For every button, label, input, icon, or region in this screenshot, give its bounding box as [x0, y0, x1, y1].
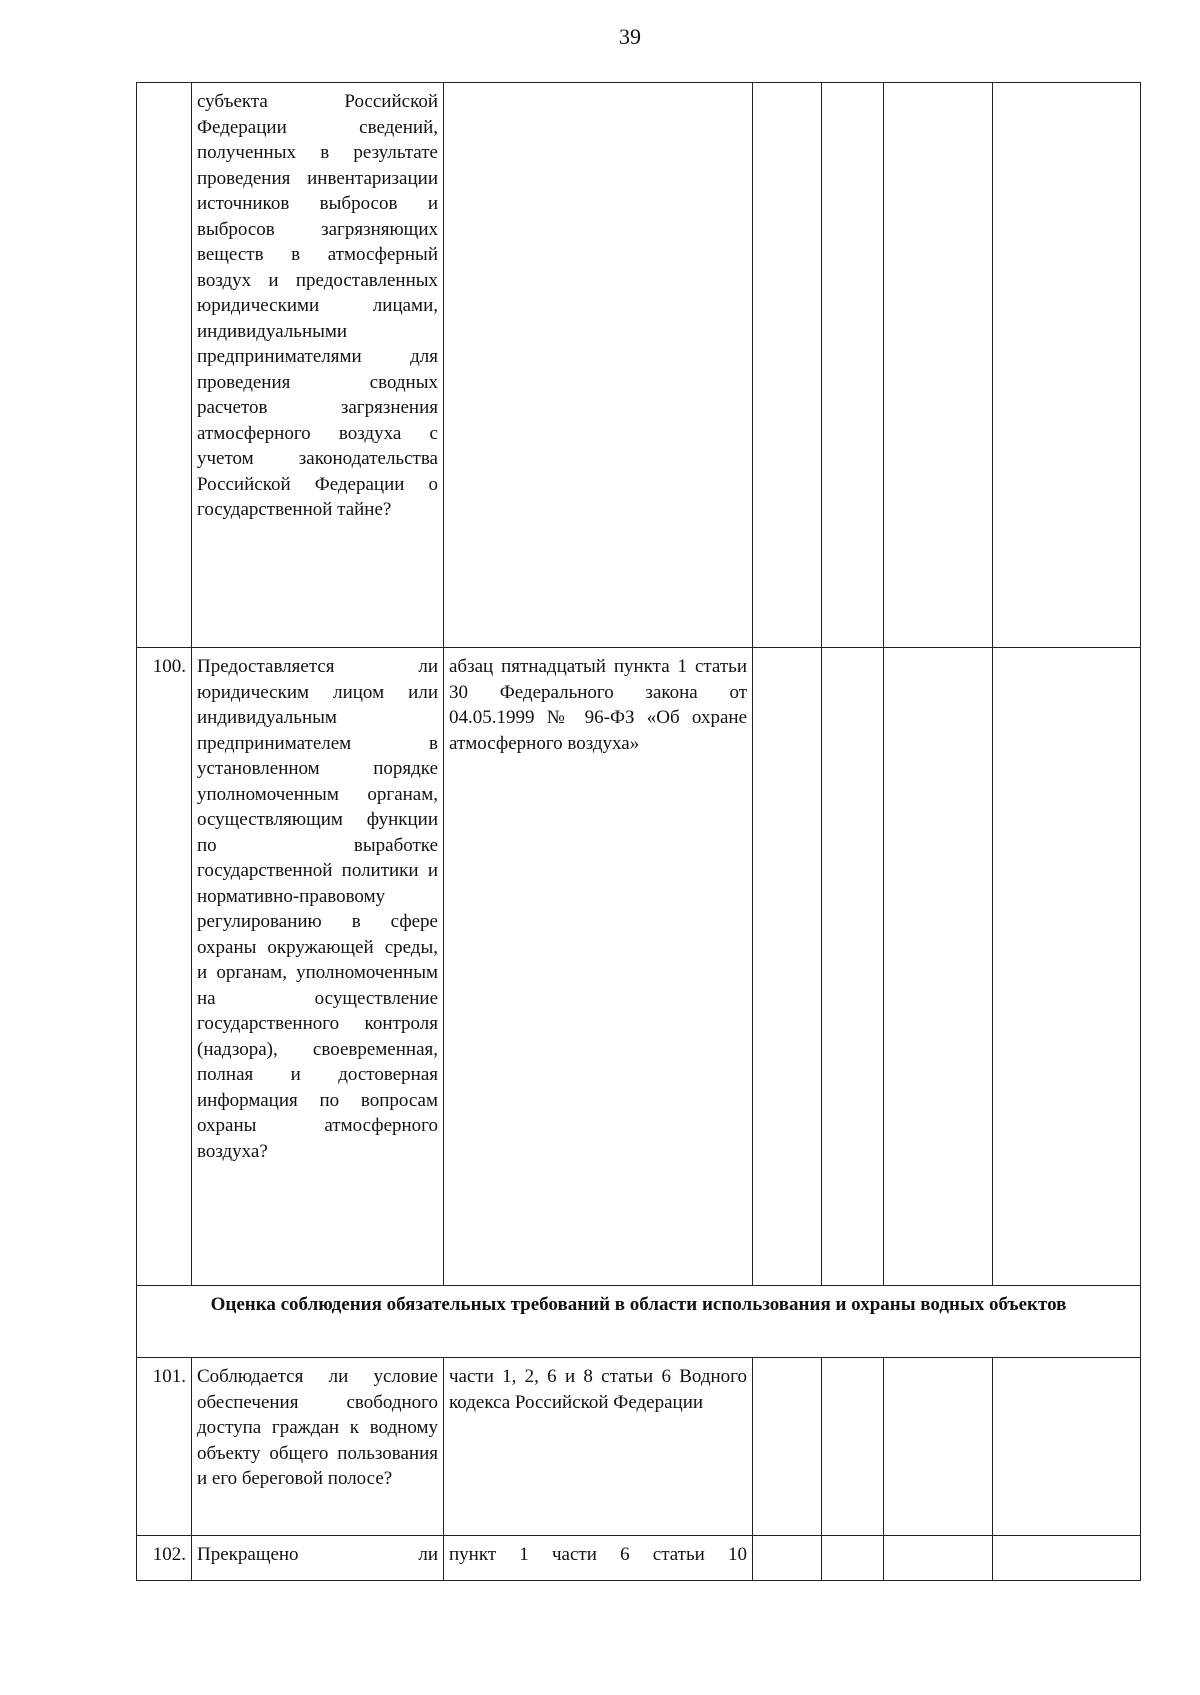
answer-no-cell — [822, 83, 884, 648]
comment-cell — [993, 1536, 1141, 1581]
answer-yes-cell — [753, 83, 822, 648]
legal-reference — [444, 83, 753, 648]
comment-cell — [993, 648, 1141, 1286]
question-text: субъекта Российской Федерации сведений, полученных в результате проведения инвентаризации источников выбросов и выбросов загрязняющих веществ в атмосферный воздух и предоставленных юридическими лицами, индивидуальными предпринимателями для проведения сводных расчетов загрязнения атмосферного воздуха с учетом законодательства Российской Федерации о государственной тайне? — [192, 83, 444, 648]
comment-cell — [993, 83, 1141, 648]
page-number: 39 — [619, 24, 641, 49]
table-row — [137, 1358, 1141, 1536]
legal-reference: части 1, 2, 6 и 8 статьи 6 Водного кодекса Российской Федерации — [444, 1358, 753, 1536]
table-row — [137, 83, 1141, 648]
answer-no-cell — [822, 1536, 884, 1581]
answer-no-cell — [822, 1358, 884, 1536]
answer-no-cell — [822, 648, 884, 1286]
row-number — [137, 83, 192, 648]
table-row — [137, 1536, 1141, 1581]
section-title: Оценка соблюдения обязательных требований в области использования и охраны водных объектов — [137, 1286, 1141, 1358]
question-text: Предоставляется ли юридическим лицом или индивидуальным предпринимателем в установленном порядке уполномоченным органам, осуществляющим функции по выработке государственной политики и нормативно-правовому регулированию в сфере охраны окружающей среды, и органам, уполномоченным на осуществление государственного контроля (надзора), своевременная, полная и достоверная информация по вопросам охраны атмосферного воздуха? — [192, 648, 444, 1286]
legal-reference: пункт 1 части 6 статьи 10 — [444, 1536, 753, 1581]
not-applicable-cell — [884, 1358, 993, 1536]
not-applicable-cell — [884, 83, 993, 648]
not-applicable-cell — [884, 648, 993, 1286]
answer-yes-cell — [753, 1536, 822, 1581]
legal-reference: абзац пятнадцатый пункта 1 статьи 30 Федерального закона от 04.05.1999 № 96-ФЗ «Об охране атмосферного воздуха» — [444, 648, 753, 1286]
answer-yes-cell — [753, 648, 822, 1286]
row-number: 100. — [137, 648, 192, 1286]
row-number: 101. — [137, 1358, 192, 1536]
section-header-row — [137, 1286, 1141, 1358]
question-text: Соблюдается ли условие обеспечения свободного доступа граждан к водному объекту общего пользования и его береговой полосе? — [192, 1358, 444, 1536]
table-row — [137, 648, 1141, 1286]
row-number: 102. — [137, 1536, 192, 1581]
answer-yes-cell — [753, 1358, 822, 1536]
question-text: Прекращено ли — [192, 1536, 444, 1581]
not-applicable-cell — [884, 1536, 993, 1581]
checklist-table — [136, 82, 1141, 1581]
comment-cell — [993, 1358, 1141, 1536]
